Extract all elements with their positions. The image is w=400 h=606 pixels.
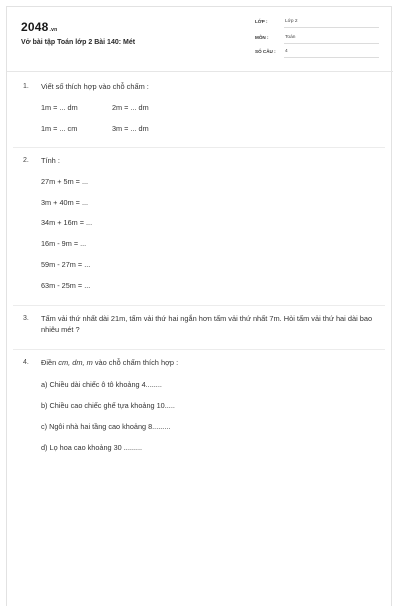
logo-tld: .vn [49,27,58,33]
question-3-prompt: Tấm vải thứ nhất dài 21m, tấm vải thứ hai ngắn hơn tấm vải thứ nhất 7m. Hỏi tấm vải thứ hai dài bao nhiêu mét ? [41,314,373,334]
question-4-line: a) Chiều dài chiếc ô tô khoảng 4........ [41,380,162,389]
meta-class-label: LỚP : [255,19,268,24]
question-4-prompt-prefix: Điền [41,358,59,367]
question-2-line: 27m + 5m = ... [41,177,89,186]
meta-class-row [255,18,379,29]
logo-text: 2048 [21,20,49,34]
meta-subject-label: MÔN : [255,35,269,40]
worksheet-header [7,7,393,72]
question-3-number: 3. [23,315,29,322]
question-1-prompt: Viết số thích hợp vào chỗ chấm : [41,82,149,91]
question-2-line: 3m + 40m = ... [41,198,89,207]
question-2-line: 63m - 25m = ... [41,281,91,290]
worksheet-title: Vở bài tập Toán lớp 2 Bài 140: Mét [21,39,136,46]
question-1-line: 1m = ... cm [41,124,78,133]
site-logo[interactable] [21,20,57,34]
section-divider [13,305,385,306]
meta-class-value: Lớp 2 [284,18,379,28]
question-2-line: 34m + 16m = ... [41,218,93,227]
meta-subject-row [255,34,379,45]
question-2-prompt: Tính : [41,156,60,165]
meta-count-row [255,48,379,59]
worksheet-page [6,6,392,606]
meta-subject-value: Toán [284,34,379,44]
meta-count-value: 4 [284,48,379,58]
section-divider [13,147,385,148]
section-divider [13,349,385,350]
question-1-number: 1. [23,83,29,90]
question-2-number: 2. [23,157,29,164]
question-4-prompt [41,357,178,368]
question-2-line: 16m - 9m = ... [41,239,87,248]
meta-count-label: SỐ CÂU : [255,49,276,54]
question-4-prompt-suffix: vào chỗ chấm thích hợp : [92,358,179,367]
question-1-line: 2m = ... dm [112,103,149,112]
question-4-line: b) Chiều cao chiếc ghế tựa khoảng 10..... [41,401,175,410]
question-1-line: 3m = ... dm [112,124,149,133]
question-4-number: 4. [23,359,29,366]
question-4-prompt-units: cm, dm, m [58,358,93,367]
question-2-line: 59m - 27m = ... [41,260,91,269]
question-4-line: c) Ngôi nhà hai tầng cao khoảng 8......... [41,422,171,431]
question-1-line: 1m = ... dm [41,103,78,112]
question-4-line: d) Lọ hoa cao khoảng 30 ......... [41,443,143,452]
